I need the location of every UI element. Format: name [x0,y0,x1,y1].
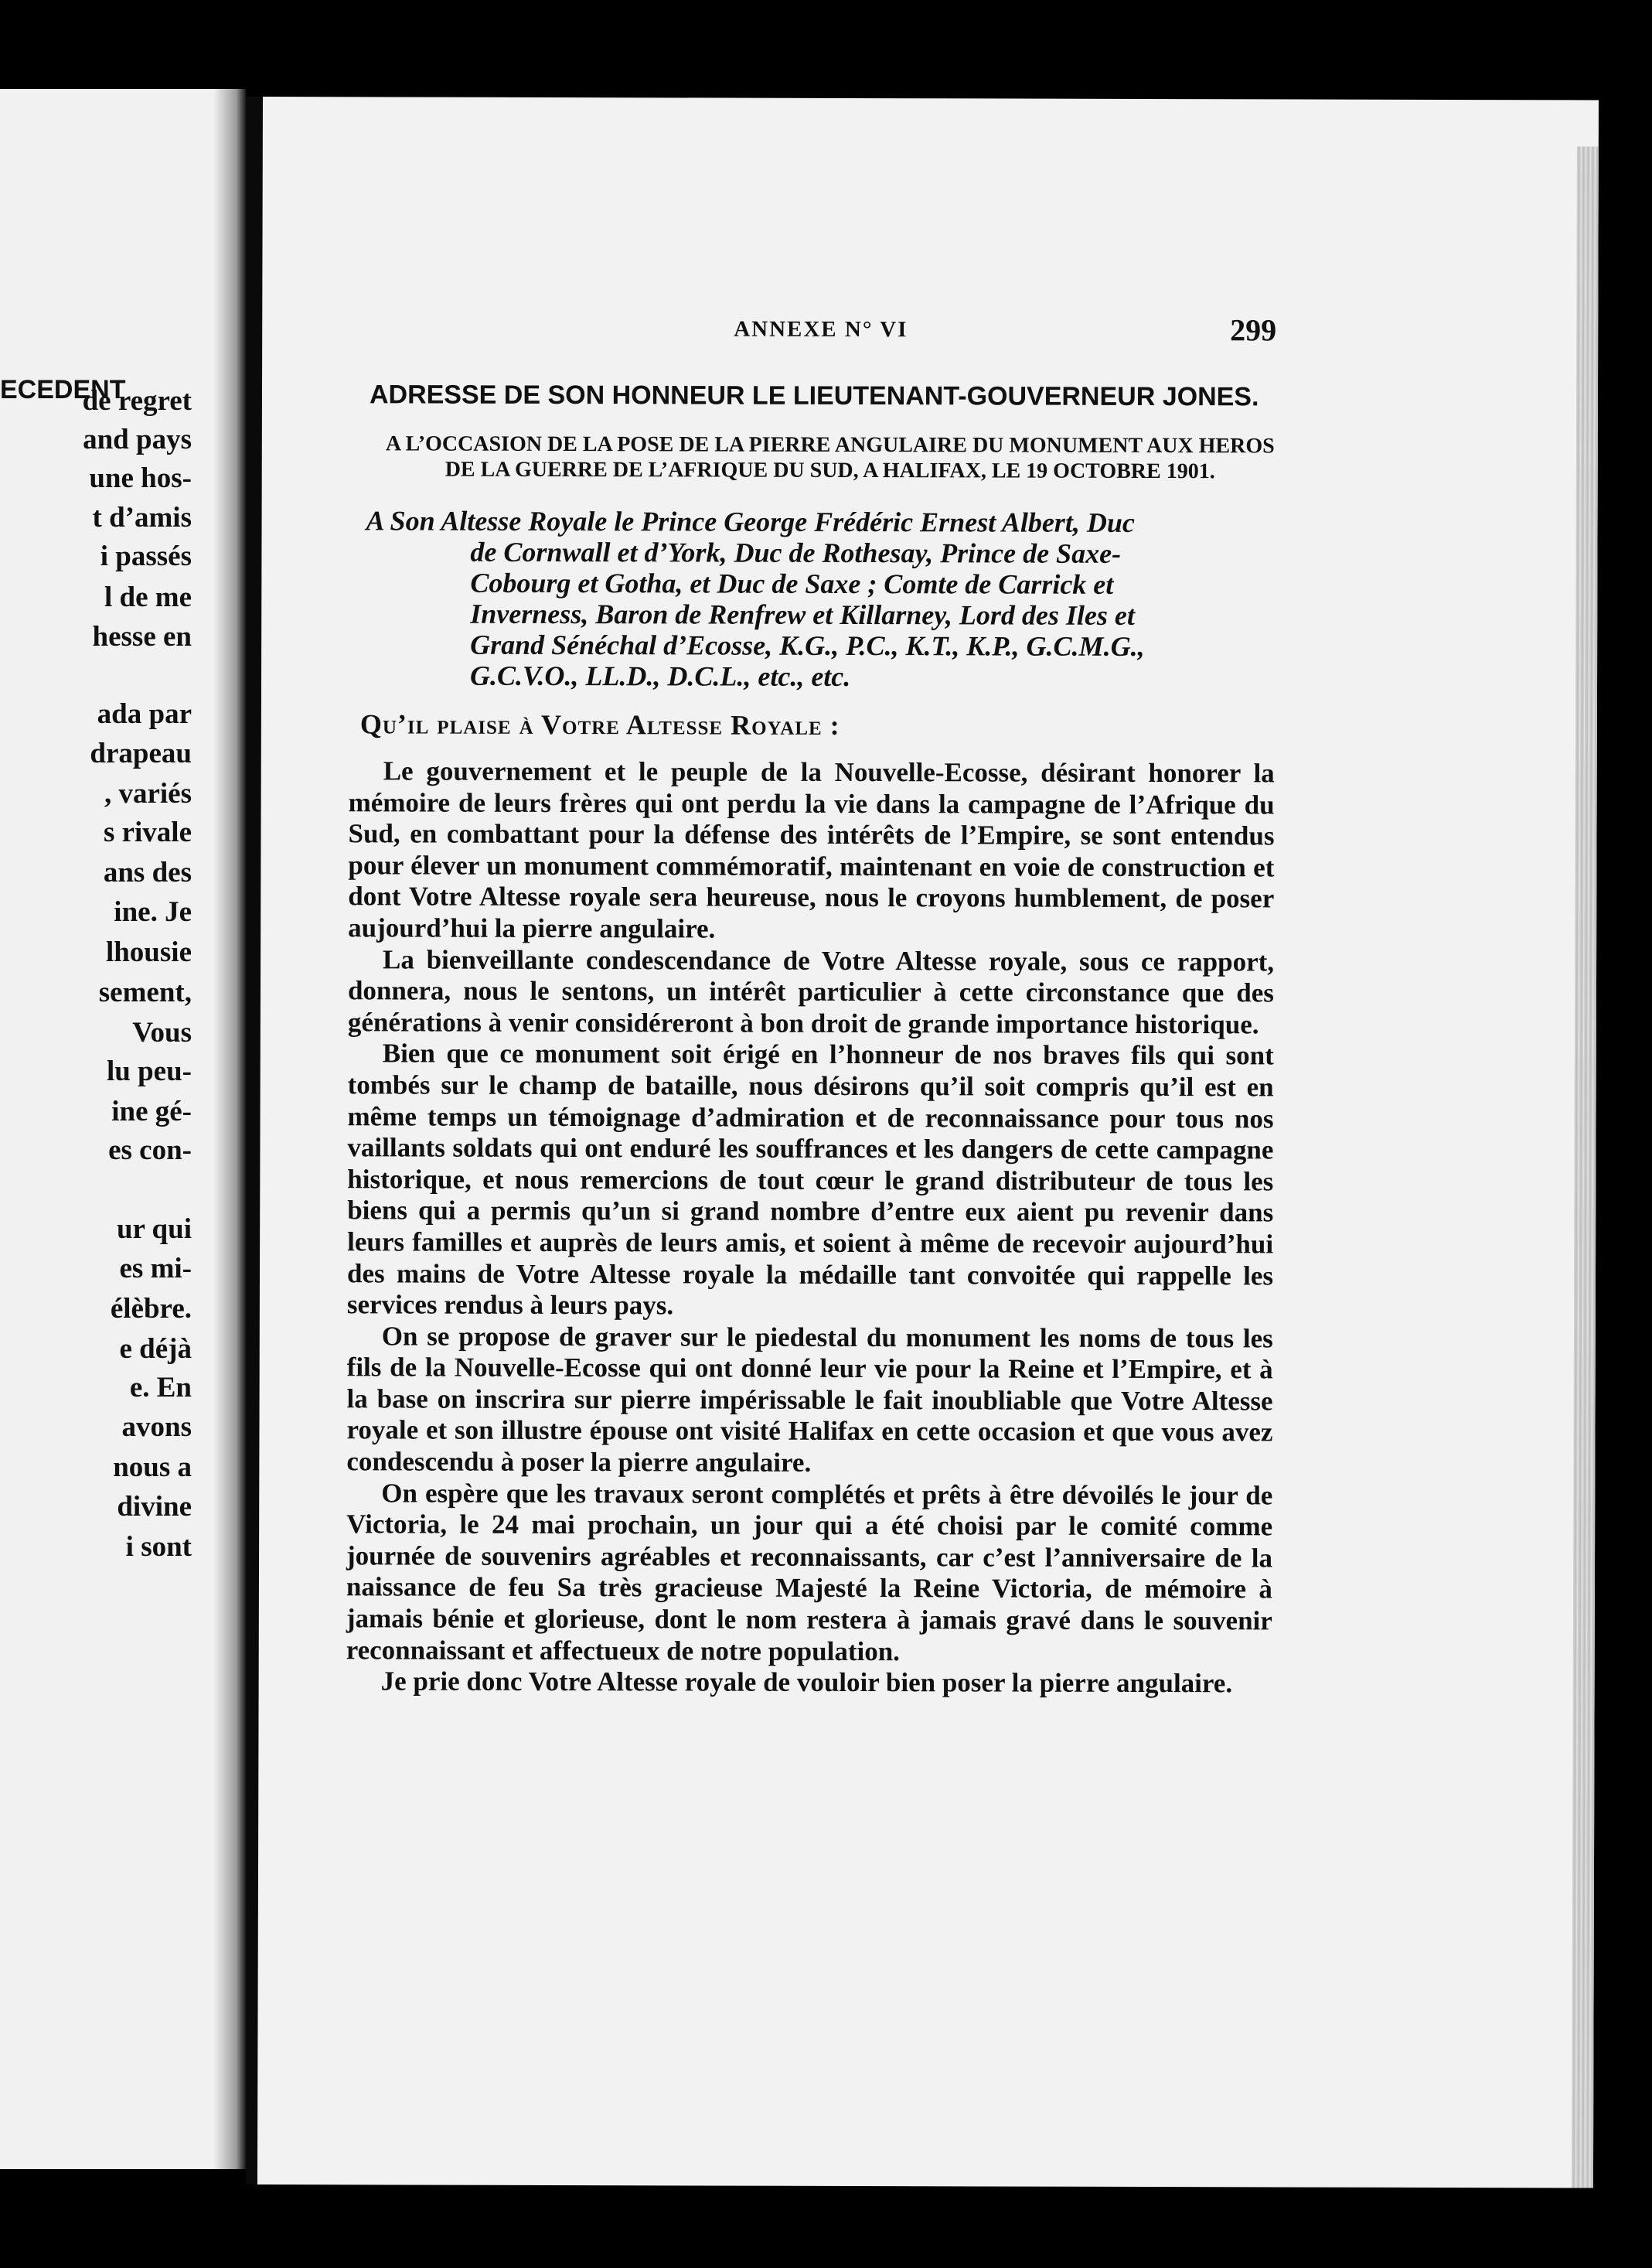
left-page-line: e déjà [119,1333,192,1365]
running-header: ANNEXE N° VI [734,316,908,343]
left-page-line: une hos- [89,462,192,494]
dedication-line: de Cornwall et d’York, Duc de Rothesay, Prince de Saxe- [470,536,1122,569]
page-edge-stack [1572,146,1599,2188]
paragraph: Je prie donc Votre Altesse royale de vouloir bien poser la pierre angulaire. [380,1666,1233,1699]
document-title: ADRESSE DE SON HONNEUR LE LIEUTENANT-GOUVERNEUR JONES. [369,380,1259,412]
left-page-line: sement, [98,977,192,1008]
dedication-line: Cobourg et Gotha, et Duc de Saxe ; Comte de Carrick et [470,567,1114,600]
left-page-line: drapeau [90,738,192,769]
dedication-block [366,505,1286,693]
left-page-line: lhousie [105,936,192,968]
left-page-line: i sont [125,1531,192,1563]
left-page-line: élèbre. [110,1293,192,1325]
paragraph: Le gouvernement et le peuple de la Nouvelle-Ecosse, désirant honorer la mémoire de leurs frères qui ont perdu la vie dans la campagne de l’Afrique du Sud, en combattant pour la défense des intérêts de l’Empire, se sont entendus pour élever un monument commémoratif, maintenant en voie de construction et dont Votre Altesse royale sera heureuse, nous le croyons humblement, de poser aujourd’hui la pierre angulaire. [348,755,1275,944]
left-page-line: and pays [83,424,192,455]
paragraph: On se propose de graver sur le piedestal du monument les noms de tous les fils de la Nouvelle-Ecosse qui ont donné leur vie pour la Reine et l’Empire, et à la base on inscrira sur pierre impérissable le fait inoubliable que Votre Altesse royale et son illustre épouse ont visité Halifax en cette occasion et que vous avez condescendu à poser la pierre angulaire. [346,1321,1273,1478]
left-page-line: de regret [82,385,192,417]
left-page-line: lu peu- [106,1056,192,1087]
right-page [257,97,1599,2188]
left-page-line: Vous [132,1017,192,1049]
dedication-line: G.C.V.O., LL.D., D.C.L., etc., etc. [469,660,851,692]
paragraph: On espère que les travaux seront complétés et prêts à être dévoilés le jour de Victoria, le 24 mai prochain, un jour qui a été choisi par le comité comme journée de souvenirs agréables et reconnaissants, car c’est l’anniversaire de la naissance de feu Sa très gracieuse Majesté la Reine Victoria, de mémoire à jamais bénie et glorieuse, dont le nom restera à jamais gravé dans le souvenir reconnaissant et affectueux de notre population. [346,1478,1273,1666]
binding-shadow [213,89,246,2169]
left-page-line: , variés [104,778,192,810]
left-page-line: t d’amis [92,502,192,534]
paragraph: La bienveillante condescendance de Votre Altesse royale, sous ce rapport, donnera, nous le sentons, un intérêt particulier à cette circonstance que des générations à venir considéreront à bon droit de grande importance historique. [347,943,1275,1040]
salutation: Qu’il plaise à Votre Altesse Royale : [359,708,840,741]
left-page-line: ine. Je [114,896,192,928]
paragraph: Bien que ce monument soit érigé en l’honneur de nos braves fils qui sont tombés sur le champ de bataille, nous désirons qu’il soit compris qu’il est en même temps un témoignage d’admiration et de reconnaissance pour tous nos vaillants soldats qui ont enduré les souffrances et les dangers de cette campagne historique, et nous remercions de tout cœur le grand distributeur de tous les biens qui a permis qu’un si grand nombre d’entre eux aient pu revenir dans leurs familles et auprès de leurs amis, et soient à même de recevoir aujourd’hui des mains de Votre Altesse royale la médaille tant convoitée qui rappelle les services rendus à leurs pays. [346,1038,1274,1321]
dedication-line: Inverness, Baron de Renfrew et Killarney, Lord des Iles et [470,598,1135,631]
dedication-line: A Son Altesse Royale le Prince George Frédéric Ernest Albert, Duc [366,505,1135,538]
left-page-line: divine [117,1491,192,1523]
left-page-line: ur qui [116,1213,192,1245]
left-page-line: s rivale [103,817,192,848]
left-page-line: i passés [100,541,192,572]
left-page-line: nous a [113,1451,192,1483]
page-number: 299 [1230,312,1277,348]
left-page-line: l de me [104,581,192,613]
left-page-line: es con- [108,1134,192,1166]
left-page-line: ada par [97,698,192,730]
left-page-line: ine gé- [111,1096,192,1127]
left-page-line: avons [121,1411,192,1443]
left-page-running-header: ECEDENT [0,375,126,404]
left-page-fragment [0,89,246,2169]
left-page-line: ans des [103,857,192,888]
left-page-line: es mi- [119,1253,192,1284]
document-subtitle: A L’OCCASION DE LA POSE DE LA PIERRE ANGULAIRE DU MONUMENT AUX HEROS DE LA GUERRE DE L’AFRIQUE DU SUD, A HALIFAX, LE 19 OCTOBRE 1901. [385,431,1275,484]
left-page-line: e. En [129,1372,192,1403]
left-page-line: hesse en [92,621,192,653]
dedication-line: Grand Sénéchal d’Ecosse, K.G., P.C., K.T., K.P., G.C.M.G., [470,629,1145,662]
body-text [346,755,1275,1700]
